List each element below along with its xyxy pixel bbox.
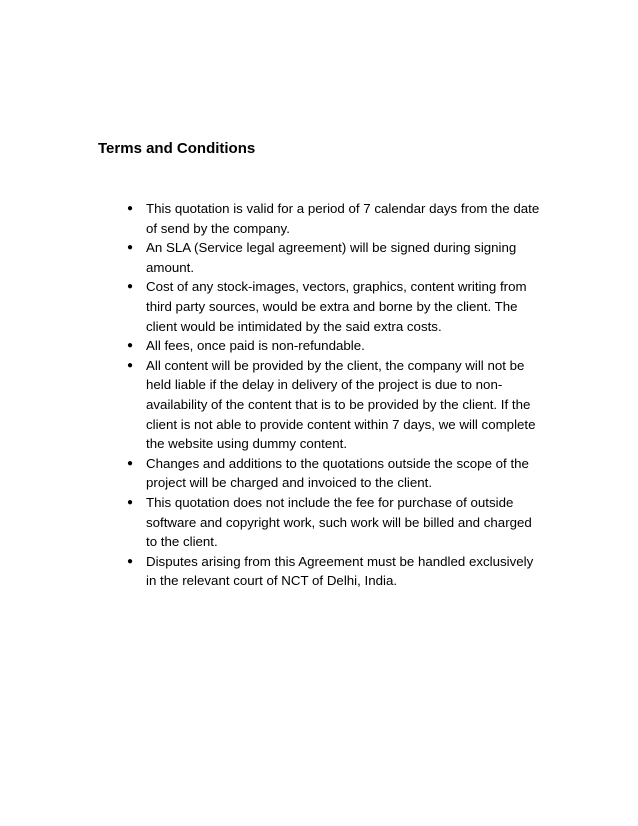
list-item <box>127 356 546 454</box>
list-item <box>127 238 546 277</box>
term-text: Changes and additions to the quotations outside the scope of the project will be charged and invoiced to the client. <box>146 455 529 491</box>
bullet-icon: ● <box>127 203 134 214</box>
bullet-icon: ● <box>127 242 134 254</box>
page-title: Terms and Conditions <box>98 140 256 157</box>
terms-list <box>127 199 546 591</box>
list-item <box>127 199 546 238</box>
term-text: Disputes arising from this Agreement must be handled exclusively in the relevant court of NCT of Delhi, India. <box>146 553 534 589</box>
bullet-icon: ● <box>127 496 134 508</box>
term-text: All fees, once paid is non-refundable. <box>146 338 365 354</box>
term-text: Cost of any stock-images, vectors, graphics, content writing from third party sources, would be extra and borne by the client. The client would be intimidated by the said extra costs. <box>146 279 527 334</box>
list-item <box>127 454 546 493</box>
bullet-icon: ● <box>127 359 134 371</box>
term-text: All content will be provided by the client, the company will not be held liable if the delay in delivery of the project is due to non-availability of the content that is to be provided by the client. If the client is not able to provide content within 7 days, we will complete the website using dummy content. <box>146 357 536 452</box>
list-item <box>127 277 546 336</box>
term-text: This quotation does not include the fee for purchase of outside software and copyright work, such work will be billed and charged to the client. <box>146 494 532 550</box>
list-item <box>127 493 546 552</box>
bullet-icon: ● <box>127 281 134 293</box>
bullet-icon: ● <box>127 340 134 352</box>
bullet-icon: ● <box>127 555 134 567</box>
bullet-icon: ● <box>127 457 134 469</box>
list-item <box>127 336 546 356</box>
term-text: An SLA (Service legal agreement) will be signed during signing amount. <box>146 240 517 275</box>
list-item <box>127 552 546 591</box>
term-text: This quotation is valid for a period of 7 calendar days from the date of send by the company. <box>146 201 540 236</box>
